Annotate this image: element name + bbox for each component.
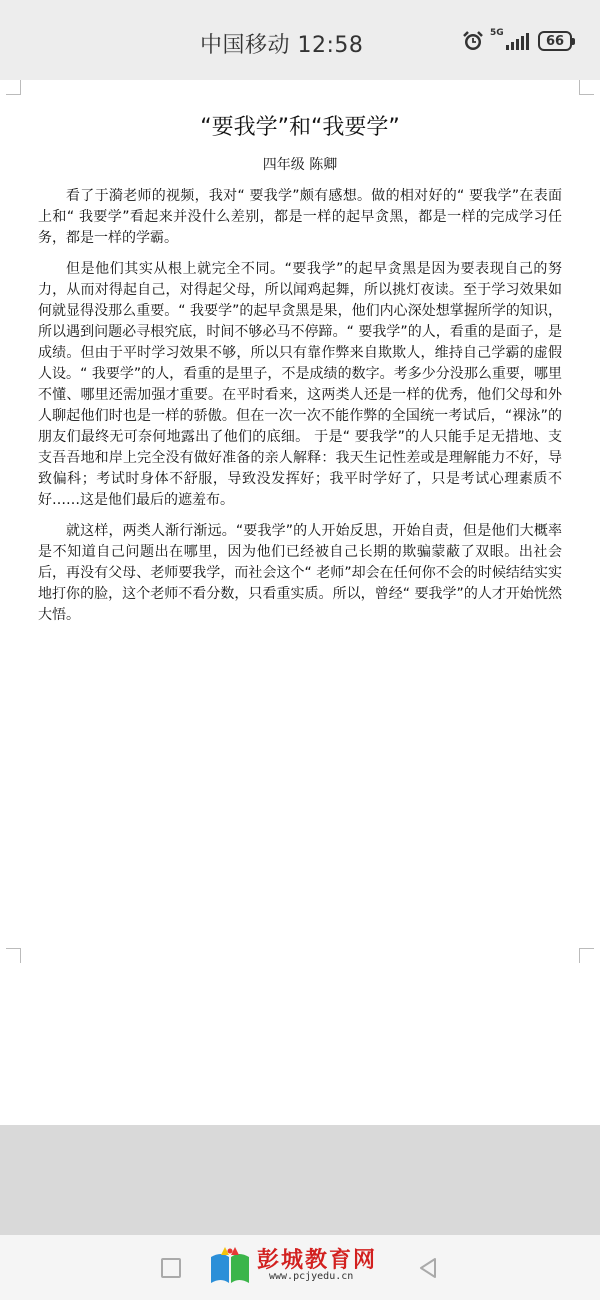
signal-icon <box>490 30 532 52</box>
clock: 12:58 <box>297 33 364 58</box>
paragraph: 看了于漪老师的视频，我对“ 要我学”颇有感想。做的相对好的“ 要我学”在表面上和“ 我要学”看起来并没什么差别，都是一样的起早贪黑，都是一样的完成学习任务，都是一样的学霸。 <box>38 188 562 246</box>
paragraph: 但是他们其实从根上就完全不同。“要我学”的起早贪黑是因为要表现自己的努力，从而对得起自己，对得起父母，所以闻鸡起舞，所以挑灯夜读。至于学习效果如何就显得没那么重要。“ 我要学”的起早贪黑是果，他们内心深处想掌握所学的知识，所以遇到问题必寻根究底，时间不够必马不停蹄。“ 要我学”的人，看重的是面子，是成绩。但由于平时学习效果不够，所以只有靠作弊来自欺欺人，维持自己学霸的虚假人设。“ 我要学”的人，看重的是里子，不是成绩的数字。考多少分没那么重要，哪里不懂、哪里还需加强才重要。在平时看来，这两类人还是一样的优秀，他们父母和外人聊起他们时也是一样的骄傲。但在一次一次不能作弊的全国统一考试后，“裸泳”的朋友们最终无可奈何地露出了他们的底细。 于是“ 要我学”的人只能手足无措地、支支吾吾地和岸上完全没有做好准备的亲人解释：我天生记性差或是理解能力不好，导致偏科；考试时身体不舒服，导致没发挥好；我平时学好了，只是考试心理素质不好……这是他们最后的遮羞布。 <box>38 261 562 508</box>
document-title: “要我学”和“我要学” <box>200 115 400 140</box>
battery-icon <box>538 31 572 51</box>
watermark-logo <box>207 1243 387 1287</box>
watermark-url: www.pcjyedu.cn <box>269 1271 354 1282</box>
viewer-background <box>0 1125 600 1235</box>
recent-apps-icon[interactable] <box>161 1258 181 1278</box>
margin-mark-top-left <box>6 80 21 95</box>
book-logo-icon <box>207 1245 253 1285</box>
paragraph: 就这样，两类人渐行渐远。“要我学”的人开始反思，开始自责，但是他们大概率是不知道自己问题出在哪里，因为他们已经被自己长期的欺骗蒙蔽了双眼。出社会后，再没有父母、老师要我学，而社会这个“ 老师”却会在任何你不会的时候结结实实地打你的脸，这个老师不看分数，只看重实质。所以，曾经“ 要我学”的人才开始恍然大悟。 <box>38 523 562 623</box>
document-author: 四年级 陈卿 <box>262 157 338 173</box>
battery-level: 66 <box>545 33 565 49</box>
carrier-time <box>200 28 363 59</box>
status-icons <box>462 30 572 52</box>
network-type: 5G <box>490 28 504 38</box>
margin-mark-bottom-left <box>6 948 21 963</box>
status-bar <box>0 0 600 80</box>
back-icon[interactable] <box>416 1256 440 1280</box>
margin-mark-top-right <box>579 80 594 95</box>
margin-mark-bottom-right <box>579 948 594 963</box>
document-body <box>38 186 562 636</box>
carrier-name: 中国移动 <box>200 33 291 58</box>
watermark-name: 彭城教育网 <box>257 1248 378 1273</box>
alarm-icon <box>462 30 484 52</box>
